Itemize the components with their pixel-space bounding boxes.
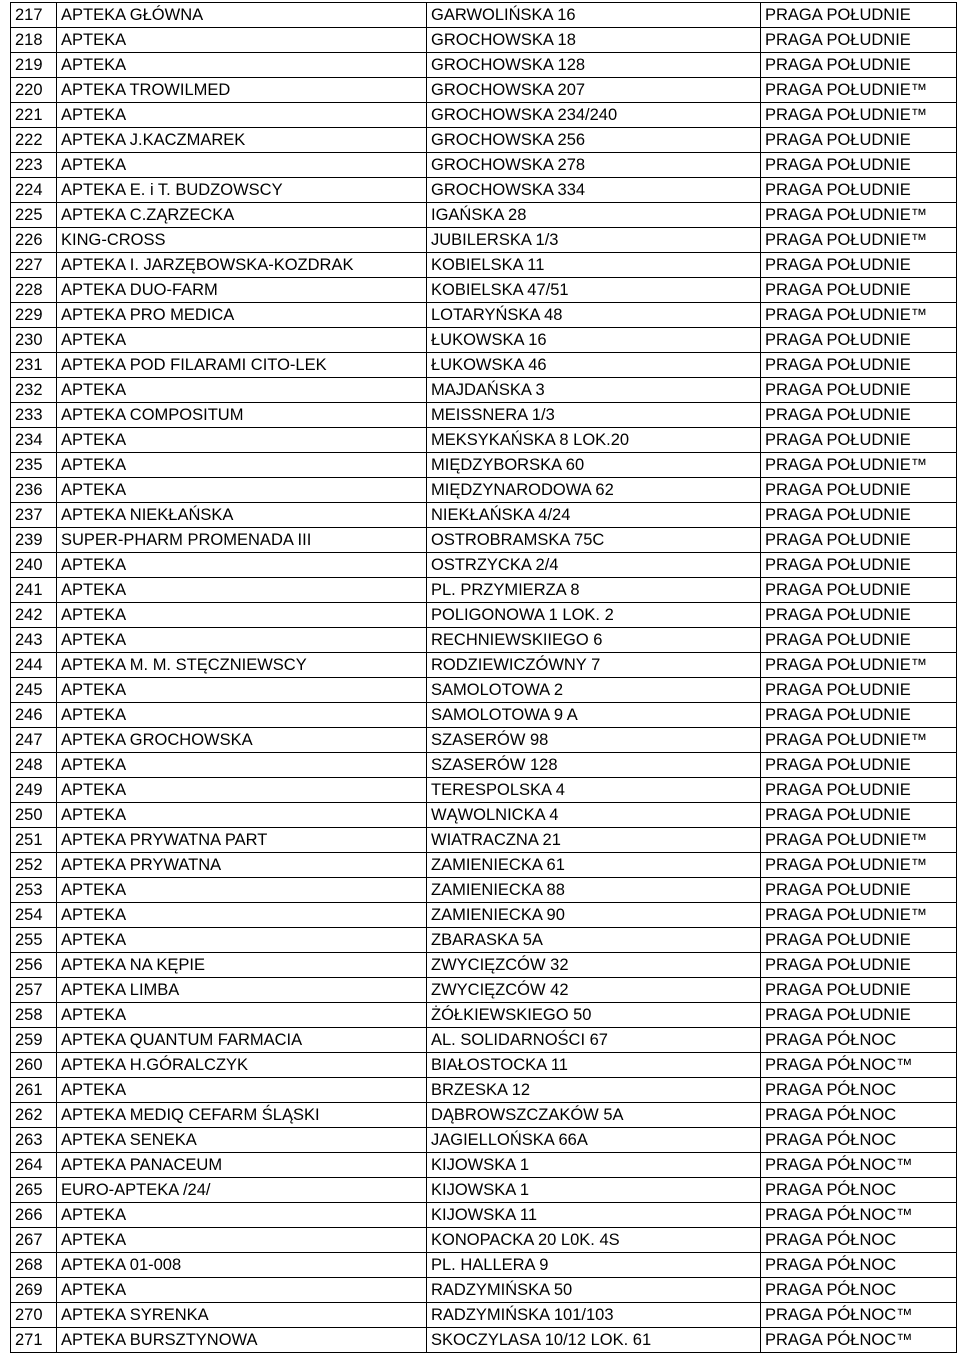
row-number-cell: 261 — [11, 1078, 57, 1103]
street-address-cell: MEISSNERA 1/3 — [427, 403, 761, 428]
row-number-cell: 225 — [11, 203, 57, 228]
table-row — [11, 103, 957, 128]
pharmacy-name-cell: APTEKA — [57, 903, 427, 928]
street-address-cell: ŁUKOWSKA 46 — [427, 353, 761, 378]
table-row — [11, 553, 957, 578]
table-row — [11, 628, 957, 653]
street-address-cell: KONOPACKA 20 L0K. 4S — [427, 1228, 761, 1253]
street-address-cell: KOBIELSKA 47/51 — [427, 278, 761, 303]
pharmacy-name-cell: APTEKA J.KACZMAREK — [57, 128, 427, 153]
district-cell: PRAGA POŁUDNIE — [761, 578, 957, 603]
street-address-cell: POLIGONOWA 1 LOK. 2 — [427, 603, 761, 628]
table-row — [11, 653, 957, 678]
table-row — [11, 803, 957, 828]
row-number-cell: 251 — [11, 828, 57, 853]
district-cell: PRAGA POŁUDNIE — [761, 253, 957, 278]
street-address-cell: MAJDAŃSKA 3 — [427, 378, 761, 403]
table-row — [11, 703, 957, 728]
pharmacy-name-cell: APTEKA — [57, 628, 427, 653]
street-address-cell: AL. SOLIDARNOŚCI 67 — [427, 1028, 761, 1053]
table-row — [11, 1253, 957, 1278]
row-number-cell: 237 — [11, 503, 57, 528]
table-row — [11, 1053, 957, 1078]
row-number-cell: 236 — [11, 478, 57, 503]
pharmacy-name-cell: APTEKA I. JARZĘBOWSKA-KOZDRAK — [57, 253, 427, 278]
pharmacy-name-cell: APTEKA — [57, 453, 427, 478]
district-cell: PRAGA POŁUDNIE — [761, 278, 957, 303]
row-number-cell: 244 — [11, 653, 57, 678]
street-address-cell: GROCHOWSKA 334 — [427, 178, 761, 203]
district-cell: PRAGA POŁUDNIE — [761, 353, 957, 378]
row-number-cell: 240 — [11, 553, 57, 578]
table-row — [11, 1328, 957, 1353]
street-address-cell: KOBIELSKA 11 — [427, 253, 761, 278]
table-row — [11, 1153, 957, 1178]
pharmacy-name-cell: APTEKA — [57, 678, 427, 703]
pharmacy-name-cell: APTEKA POD FILARAMI CITO-LEK — [57, 353, 427, 378]
pharmacy-name-cell: APTEKA — [57, 803, 427, 828]
street-address-cell: PL. PRZYMIERZA 8 — [427, 578, 761, 603]
district-cell: PRAGA POŁUDNIE™ — [761, 453, 957, 478]
table-row — [11, 903, 957, 928]
table-row — [11, 1178, 957, 1203]
row-number-cell: 229 — [11, 303, 57, 328]
table-row — [11, 853, 957, 878]
district-cell: PRAGA POŁUDNIE — [761, 778, 957, 803]
pharmacy-name-cell: APTEKA NIEKŁAŃSKA — [57, 503, 427, 528]
row-number-cell: 241 — [11, 578, 57, 603]
pharmacy-name-cell: APTEKA PRYWATNA PART — [57, 828, 427, 853]
street-address-cell: SAMOLOTOWA 2 — [427, 678, 761, 703]
row-number-cell: 226 — [11, 228, 57, 253]
street-address-cell: MIĘDZYBORSKA 60 — [427, 453, 761, 478]
table-row — [11, 53, 957, 78]
street-address-cell: ZAMIENIECKA 90 — [427, 903, 761, 928]
pharmacy-list-table — [10, 2, 957, 1353]
table-row — [11, 378, 957, 403]
row-number-cell: 263 — [11, 1128, 57, 1153]
district-cell: PRAGA POŁUDNIE™ — [761, 903, 957, 928]
street-address-cell: IGAŃSKA 28 — [427, 203, 761, 228]
street-address-cell: WIATRACZNA 21 — [427, 828, 761, 853]
table-row — [11, 353, 957, 378]
district-cell: PRAGA POŁUDNIE — [761, 603, 957, 628]
street-address-cell: NIEKŁAŃSKA 4/24 — [427, 503, 761, 528]
district-cell: PRAGA POŁUDNIE — [761, 953, 957, 978]
pharmacy-name-cell: APTEKA H.GÓRALCZYK — [57, 1053, 427, 1078]
table-row — [11, 528, 957, 553]
table-row — [11, 828, 957, 853]
row-number-cell: 254 — [11, 903, 57, 928]
pharmacy-name-cell: APTEKA DUO-FARM — [57, 278, 427, 303]
pharmacy-name-cell: APTEKA — [57, 328, 427, 353]
district-cell: PRAGA PÓŁNOC — [761, 1228, 957, 1253]
district-cell: PRAGA POŁUDNIE — [761, 3, 957, 28]
table-row — [11, 503, 957, 528]
row-number-cell: 219 — [11, 53, 57, 78]
district-cell: PRAGA POŁUDNIE — [761, 878, 957, 903]
street-address-cell: ZAMIENIECKA 61 — [427, 853, 761, 878]
table-row — [11, 253, 957, 278]
street-address-cell: GROCHOWSKA 234/240 — [427, 103, 761, 128]
row-number-cell: 256 — [11, 953, 57, 978]
district-cell: PRAGA POŁUDNIE™ — [761, 78, 957, 103]
district-cell: PRAGA POŁUDNIE — [761, 128, 957, 153]
street-address-cell: DĄBROWSZCZAKÓW 5A — [427, 1103, 761, 1128]
table-row — [11, 3, 957, 28]
row-number-cell: 227 — [11, 253, 57, 278]
pharmacy-name-cell: APTEKA — [57, 878, 427, 903]
street-address-cell: BIAŁOSTOCKA 11 — [427, 1053, 761, 1078]
row-number-cell: 267 — [11, 1228, 57, 1253]
district-cell: PRAGA POŁUDNIE — [761, 1003, 957, 1028]
row-number-cell: 245 — [11, 678, 57, 703]
street-address-cell: KIJOWSKA 1 — [427, 1178, 761, 1203]
row-number-cell: 242 — [11, 603, 57, 628]
street-address-cell: SAMOLOTOWA 9 A — [427, 703, 761, 728]
street-address-cell: GROCHOWSKA 207 — [427, 78, 761, 103]
pharmacy-name-cell: APTEKA M. M. STĘCZNIEWSCY — [57, 653, 427, 678]
table-row — [11, 78, 957, 103]
row-number-cell: 247 — [11, 728, 57, 753]
district-cell: PRAGA PÓŁNOC — [761, 1078, 957, 1103]
pharmacy-name-cell: APTEKA SYRENKA — [57, 1303, 427, 1328]
street-address-cell: MIĘDZYNARODOWA 62 — [427, 478, 761, 503]
pharmacy-name-cell: KING-CROSS — [57, 228, 427, 253]
district-cell: PRAGA POŁUDNIE — [761, 153, 957, 178]
district-cell: PRAGA PÓŁNOC™ — [761, 1303, 957, 1328]
district-cell: PRAGA POŁUDNIE — [761, 478, 957, 503]
table-row — [11, 1103, 957, 1128]
street-address-cell: ZWYCIĘZCÓW 32 — [427, 953, 761, 978]
row-number-cell: 243 — [11, 628, 57, 653]
table-row — [11, 1303, 957, 1328]
table-row — [11, 153, 957, 178]
district-cell: PRAGA PÓŁNOC — [761, 1253, 957, 1278]
pharmacy-name-cell: APTEKA — [57, 578, 427, 603]
row-number-cell: 262 — [11, 1103, 57, 1128]
table-row — [11, 953, 957, 978]
pharmacy-name-cell: APTEKA — [57, 603, 427, 628]
pharmacy-name-cell: APTEKA — [57, 478, 427, 503]
district-cell: PRAGA POŁUDNIE — [761, 703, 957, 728]
district-cell: PRAGA POŁUDNIE — [761, 428, 957, 453]
pharmacy-name-cell: APTEKA — [57, 103, 427, 128]
table-row — [11, 228, 957, 253]
table-row — [11, 28, 957, 53]
pharmacy-name-cell: APTEKA C.ZĄRZECKA — [57, 203, 427, 228]
table-row — [11, 753, 957, 778]
district-cell: PRAGA POŁUDNIE — [761, 528, 957, 553]
street-address-cell: ZAMIENIECKA 88 — [427, 878, 761, 903]
pharmacy-name-cell: APTEKA — [57, 1003, 427, 1028]
street-address-cell: OSTRZYCKA 2/4 — [427, 553, 761, 578]
table-row — [11, 428, 957, 453]
row-number-cell: 239 — [11, 528, 57, 553]
pharmacy-name-cell: APTEKA GROCHOWSKA — [57, 728, 427, 753]
table-row — [11, 978, 957, 1003]
table-row — [11, 1078, 957, 1103]
street-address-cell: KIJOWSKA 11 — [427, 1203, 761, 1228]
pharmacy-name-cell: APTEKA — [57, 553, 427, 578]
row-number-cell: 269 — [11, 1278, 57, 1303]
street-address-cell: GROCHOWSKA 278 — [427, 153, 761, 178]
pharmacy-name-cell: APTEKA NA KĘPIE — [57, 953, 427, 978]
district-cell: PRAGA POŁUDNIE™ — [761, 828, 957, 853]
district-cell: PRAGA POŁUDNIE — [761, 28, 957, 53]
row-number-cell: 222 — [11, 128, 57, 153]
district-cell: PRAGA POŁUDNIE™ — [761, 103, 957, 128]
pharmacy-name-cell: APTEKA — [57, 28, 427, 53]
street-address-cell: ZBARASKA 5A — [427, 928, 761, 953]
table-row — [11, 203, 957, 228]
row-number-cell: 220 — [11, 78, 57, 103]
district-cell: PRAGA POŁUDNIE — [761, 928, 957, 953]
row-number-cell: 230 — [11, 328, 57, 353]
pharmacy-name-cell: APTEKA TROWILMED — [57, 78, 427, 103]
district-cell: PRAGA POŁUDNIE™ — [761, 853, 957, 878]
street-address-cell: GROCHOWSKA 256 — [427, 128, 761, 153]
street-address-cell: OSTROBRAMSKA 75C — [427, 528, 761, 553]
row-number-cell: 246 — [11, 703, 57, 728]
district-cell: PRAGA PÓŁNOC — [761, 1028, 957, 1053]
row-number-cell: 248 — [11, 753, 57, 778]
street-address-cell: TERESPOLSKA 4 — [427, 778, 761, 803]
street-address-cell: SZASERÓW 128 — [427, 753, 761, 778]
table-row — [11, 1203, 957, 1228]
row-number-cell: 223 — [11, 153, 57, 178]
table-row — [11, 778, 957, 803]
pharmacy-name-cell: APTEKA 01-008 — [57, 1253, 427, 1278]
street-address-cell: GARWOLIŃSKA 16 — [427, 3, 761, 28]
street-address-cell: RADZYMIŃSKA 101/103 — [427, 1303, 761, 1328]
pharmacy-name-cell: APTEKA — [57, 753, 427, 778]
street-address-cell: ŻÓŁKIEWSKIEGO 50 — [427, 1003, 761, 1028]
district-cell: PRAGA POŁUDNIE — [761, 328, 957, 353]
pharmacy-name-cell: APTEKA GŁÓWNA — [57, 3, 427, 28]
row-number-cell: 228 — [11, 278, 57, 303]
pharmacy-name-cell: APTEKA PANACEUM — [57, 1153, 427, 1178]
street-address-cell: BRZESKA 12 — [427, 1078, 761, 1103]
row-number-cell: 260 — [11, 1053, 57, 1078]
street-address-cell: RODZIEWICZÓWNY 7 — [427, 653, 761, 678]
district-cell: PRAGA POŁUDNIE — [761, 978, 957, 1003]
street-address-cell: PL. HALLERA 9 — [427, 1253, 761, 1278]
district-cell: PRAGA POŁUDNIE™ — [761, 653, 957, 678]
district-cell: PRAGA POŁUDNIE — [761, 378, 957, 403]
row-number-cell: 235 — [11, 453, 57, 478]
street-address-cell: WĄWOLNICKA 4 — [427, 803, 761, 828]
district-cell: PRAGA PÓŁNOC — [761, 1103, 957, 1128]
pharmacy-name-cell: APTEKA LIMBA — [57, 978, 427, 1003]
district-cell: PRAGA POŁUDNIE — [761, 553, 957, 578]
street-address-cell: ŁUKOWSKA 16 — [427, 328, 761, 353]
district-cell: PRAGA POŁUDNIE — [761, 803, 957, 828]
district-cell: PRAGA POŁUDNIE — [761, 403, 957, 428]
pharmacy-name-cell: APTEKA COMPOSITUM — [57, 403, 427, 428]
row-number-cell: 257 — [11, 978, 57, 1003]
pharmacy-name-cell: APTEKA SENEKA — [57, 1128, 427, 1153]
table-row — [11, 1228, 957, 1253]
street-address-cell: LOTARYŃSKA 48 — [427, 303, 761, 328]
row-number-cell: 231 — [11, 353, 57, 378]
street-address-cell: GROCHOWSKA 128 — [427, 53, 761, 78]
row-number-cell: 253 — [11, 878, 57, 903]
row-number-cell: 218 — [11, 28, 57, 53]
district-cell: PRAGA POŁUDNIE — [761, 53, 957, 78]
row-number-cell: 233 — [11, 403, 57, 428]
pharmacy-name-cell: APTEKA QUANTUM FARMACIA — [57, 1028, 427, 1053]
pharmacy-name-cell: APTEKA PRO MEDICA — [57, 303, 427, 328]
row-number-cell: 270 — [11, 1303, 57, 1328]
table-row — [11, 478, 957, 503]
table-row — [11, 1278, 957, 1303]
pharmacy-name-cell: APTEKA E. i T. BUDZOWSCY — [57, 178, 427, 203]
table-row — [11, 128, 957, 153]
district-cell: PRAGA PÓŁNOC™ — [761, 1053, 957, 1078]
pharmacy-name-cell: SUPER-PHARM PROMENADA III — [57, 528, 427, 553]
pharmacy-name-cell: APTEKA — [57, 153, 427, 178]
pharmacy-name-cell: APTEKA — [57, 428, 427, 453]
row-number-cell: 259 — [11, 1028, 57, 1053]
pharmacy-name-cell: APTEKA — [57, 53, 427, 78]
row-number-cell: 268 — [11, 1253, 57, 1278]
row-number-cell: 255 — [11, 928, 57, 953]
street-address-cell: RADZYMIŃSKA 50 — [427, 1278, 761, 1303]
pharmacy-name-cell: APTEKA MEDIQ CEFARM ŚLĄSKI — [57, 1103, 427, 1128]
district-cell: PRAGA PÓŁNOC — [761, 1128, 957, 1153]
pharmacy-name-cell: EURO-APTEKA /24/ — [57, 1178, 427, 1203]
district-cell: PRAGA POŁUDNIE™ — [761, 728, 957, 753]
street-address-cell: JUBILERSKA 1/3 — [427, 228, 761, 253]
pharmacy-name-cell: APTEKA — [57, 1203, 427, 1228]
row-number-cell: 232 — [11, 378, 57, 403]
district-cell: PRAGA POŁUDNIE™ — [761, 203, 957, 228]
table-row — [11, 403, 957, 428]
district-cell: PRAGA PÓŁNOC™ — [761, 1203, 957, 1228]
row-number-cell: 249 — [11, 778, 57, 803]
district-cell: PRAGA PÓŁNOC™ — [761, 1153, 957, 1178]
district-cell: PRAGA POŁUDNIE — [761, 628, 957, 653]
pharmacy-name-cell: APTEKA BURSZTYNOWA — [57, 1328, 427, 1353]
table-row — [11, 578, 957, 603]
street-address-cell: SZASERÓW 98 — [427, 728, 761, 753]
table-row — [11, 878, 957, 903]
table-row — [11, 1028, 957, 1053]
table-row — [11, 1003, 957, 1028]
pharmacy-name-cell: APTEKA — [57, 378, 427, 403]
table-row — [11, 928, 957, 953]
table-row — [11, 1128, 957, 1153]
table-row — [11, 328, 957, 353]
row-number-cell: 221 — [11, 103, 57, 128]
pharmacy-name-cell: APTEKA — [57, 1228, 427, 1253]
pharmacy-list-table-wrapper — [10, 2, 957, 1353]
row-number-cell: 252 — [11, 853, 57, 878]
district-cell: PRAGA POŁUDNIE — [761, 678, 957, 703]
street-address-cell: MEKSYKAŃSKA 8 LOK.20 — [427, 428, 761, 453]
row-number-cell: 234 — [11, 428, 57, 453]
row-number-cell: 217 — [11, 3, 57, 28]
street-address-cell: KIJOWSKA 1 — [427, 1153, 761, 1178]
row-number-cell: 266 — [11, 1203, 57, 1228]
pharmacy-name-cell: APTEKA — [57, 703, 427, 728]
district-cell: PRAGA POŁUDNIE — [761, 178, 957, 203]
pharmacy-name-cell: APTEKA — [57, 1278, 427, 1303]
street-address-cell: SKOCZYLASA 10/12 LOK. 61 — [427, 1328, 761, 1353]
row-number-cell: 258 — [11, 1003, 57, 1028]
pharmacy-list-body — [11, 3, 957, 1353]
district-cell: PRAGA POŁUDNIE™ — [761, 303, 957, 328]
table-row — [11, 603, 957, 628]
table-row — [11, 453, 957, 478]
row-number-cell: 250 — [11, 803, 57, 828]
street-address-cell: JAGIELLOŃSKA 66A — [427, 1128, 761, 1153]
district-cell: PRAGA PÓŁNOC — [761, 1178, 957, 1203]
pharmacy-name-cell: APTEKA PRYWATNA — [57, 853, 427, 878]
street-address-cell: RECHNIEWSKIIEGO 6 — [427, 628, 761, 653]
table-row — [11, 278, 957, 303]
table-row — [11, 178, 957, 203]
row-number-cell: 265 — [11, 1178, 57, 1203]
district-cell: PRAGA POŁUDNIE™ — [761, 228, 957, 253]
district-cell: PRAGA POŁUDNIE — [761, 753, 957, 778]
row-number-cell: 224 — [11, 178, 57, 203]
row-number-cell: 264 — [11, 1153, 57, 1178]
district-cell: PRAGA POŁUDNIE — [761, 503, 957, 528]
table-row — [11, 303, 957, 328]
street-address-cell: ZWYCIĘZCÓW 42 — [427, 978, 761, 1003]
pharmacy-name-cell: APTEKA — [57, 1078, 427, 1103]
pharmacy-name-cell: APTEKA — [57, 778, 427, 803]
street-address-cell: GROCHOWSKA 18 — [427, 28, 761, 53]
row-number-cell: 271 — [11, 1328, 57, 1353]
pharmacy-name-cell: APTEKA — [57, 928, 427, 953]
table-row — [11, 678, 957, 703]
district-cell: PRAGA PÓŁNOC — [761, 1278, 957, 1303]
district-cell: PRAGA PÓŁNOC™ — [761, 1328, 957, 1353]
table-row — [11, 728, 957, 753]
